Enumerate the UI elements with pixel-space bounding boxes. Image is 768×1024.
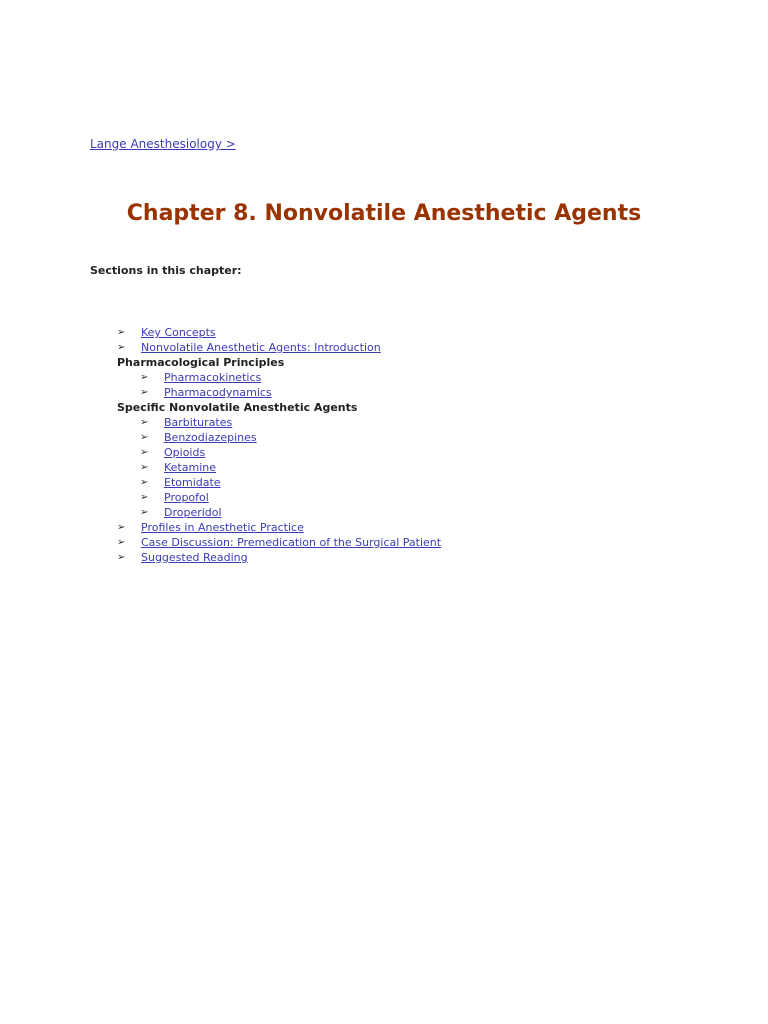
toc-item-benzodiazepines (0, 430, 768, 445)
toc-item-pharmacokinetics (0, 370, 768, 385)
toc-item-case-discussion (0, 535, 768, 550)
arrow-bullet-icon: ➢ (117, 552, 126, 563)
chapter-title: Chapter 8. Nonvolatile Anesthetic Agents (126, 201, 642, 226)
toc-item-suggested-reading (0, 550, 768, 565)
arrow-bullet-icon: ➢ (140, 417, 149, 428)
toc-item-key-concepts (0, 325, 768, 340)
table-of-contents (0, 325, 768, 565)
link-etomidate[interactable]: Etomidate (164, 476, 221, 489)
arrow-bullet-icon: ➢ (140, 492, 149, 503)
link-pharmacodynamics[interactable]: Pharmacodynamics (164, 386, 272, 399)
breadcrumb-link[interactable]: Lange Anesthesiology > (90, 137, 236, 151)
toc-item-opioids (0, 445, 768, 460)
sections-heading: Sections in this chapter: (90, 264, 242, 277)
arrow-bullet-icon: ➢ (117, 537, 126, 548)
arrow-bullet-icon: ➢ (140, 462, 149, 473)
link-suggested-reading[interactable]: Suggested Reading (141, 551, 248, 564)
toc-item-etomidate (0, 475, 768, 490)
link-pharmacokinetics[interactable]: Pharmacokinetics (164, 371, 262, 384)
arrow-bullet-icon: ➢ (117, 522, 126, 533)
group-heading-pharmacological-principles: Pharmacological Principles (117, 356, 285, 369)
link-benzodiazepines[interactable]: Benzodiazepines (164, 431, 257, 444)
link-opioids[interactable]: Opioids (164, 446, 206, 459)
link-propofol[interactable]: Propofol (164, 491, 209, 504)
arrow-bullet-icon: ➢ (140, 432, 149, 443)
link-ketamine[interactable]: Ketamine (164, 461, 216, 474)
link-droperidol[interactable]: Droperidol (164, 506, 222, 519)
arrow-bullet-icon: ➢ (140, 372, 149, 383)
link-profiles[interactable]: Profiles in Anesthetic Practice (141, 521, 304, 534)
toc-group-specific-agents (0, 400, 768, 415)
arrow-bullet-icon: ➢ (117, 342, 126, 353)
toc-item-droperidol (0, 505, 768, 520)
arrow-bullet-icon: ➢ (140, 477, 149, 488)
link-introduction[interactable]: Nonvolatile Anesthetic Agents: Introduction (141, 341, 381, 354)
toc-item-ketamine (0, 460, 768, 475)
toc-item-barbiturates (0, 415, 768, 430)
arrow-bullet-icon: ➢ (140, 447, 149, 458)
toc-item-profiles (0, 520, 768, 535)
toc-item-pharmacodynamics (0, 385, 768, 400)
toc-item-propofol (0, 490, 768, 505)
link-key-concepts[interactable]: Key Concepts (141, 326, 216, 339)
toc-item-introduction (0, 340, 768, 355)
toc-group-pharmacological-principles (0, 355, 768, 370)
arrow-bullet-icon: ➢ (117, 327, 126, 338)
arrow-bullet-icon: ➢ (140, 387, 149, 398)
arrow-bullet-icon: ➢ (140, 507, 149, 518)
link-case-discussion[interactable]: Case Discussion: Premedication of the Surgical Patient (141, 536, 442, 549)
link-barbiturates[interactable]: Barbiturates (164, 416, 233, 429)
group-heading-specific-agents: Specific Nonvolatile Anesthetic Agents (117, 401, 358, 414)
